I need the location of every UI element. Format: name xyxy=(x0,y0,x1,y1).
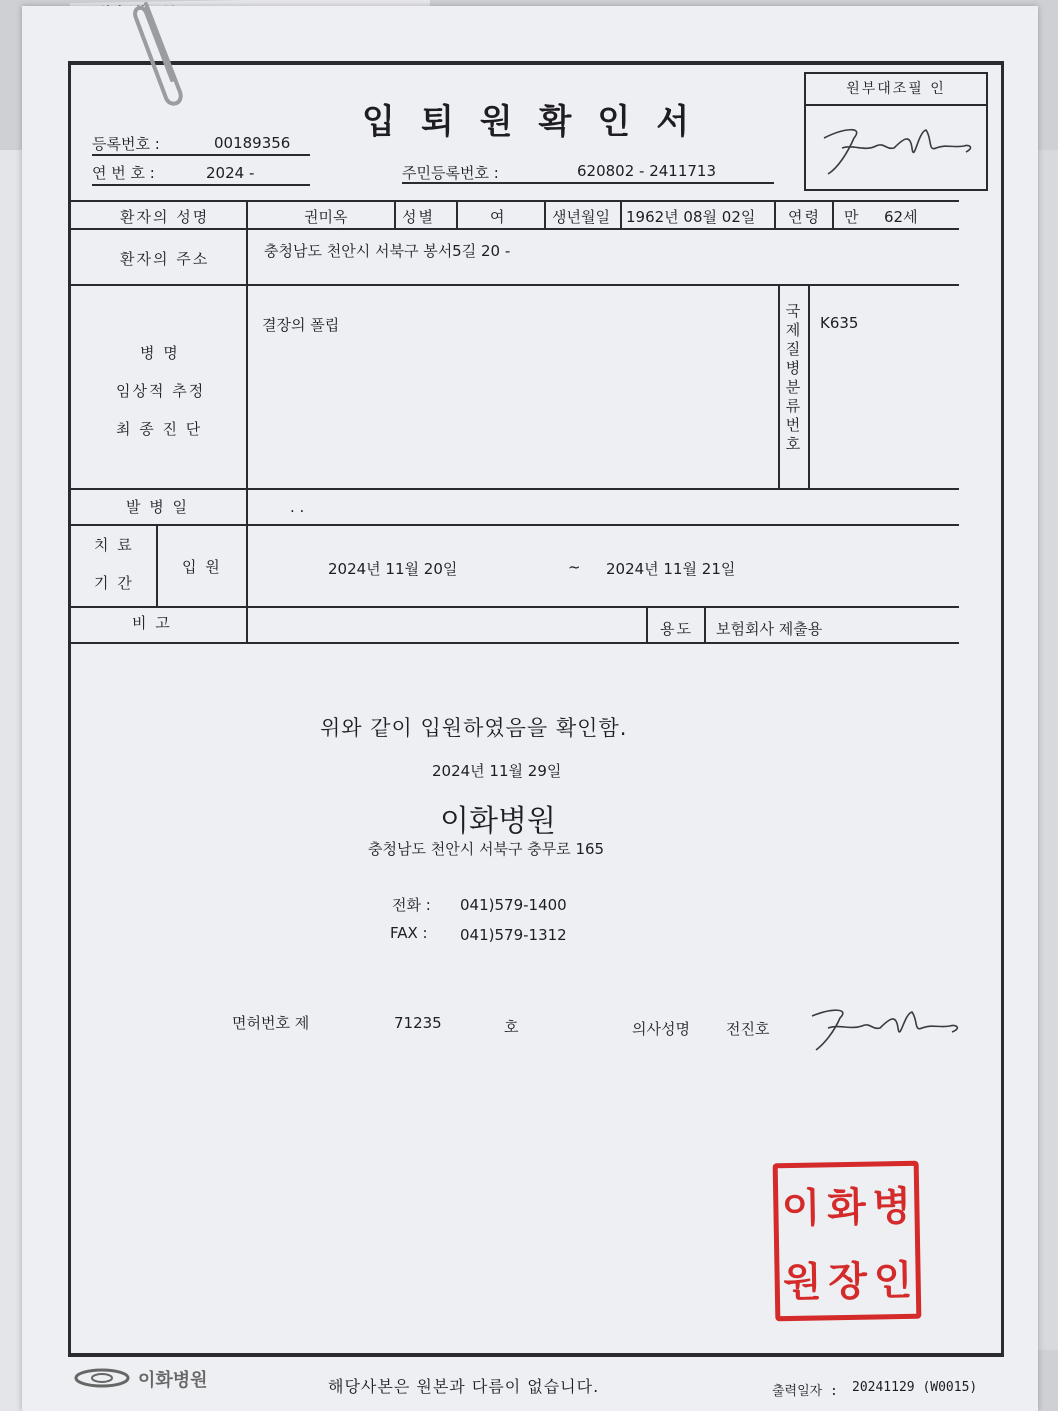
print-date: 20241129 (W0015) xyxy=(852,1380,978,1395)
hospital-name: 이화병원 xyxy=(440,804,556,839)
confirm-signature xyxy=(814,108,984,188)
license-suffix: 호 xyxy=(504,1018,519,1036)
icd-label: 국제질병 분류번호 xyxy=(785,302,801,453)
admission-label: 입 원 xyxy=(182,558,222,576)
seal-char: 이 xyxy=(781,1183,821,1232)
address-value: 충청남도 천안시 서북구 봉서5길 20 - xyxy=(264,242,511,260)
clinical-label: 임상적 추정 xyxy=(116,382,206,400)
statement-date: 2024년 11월 29일 xyxy=(432,762,562,780)
hospital-address: 충청남도 천안시 서북구 충무로 165 xyxy=(368,840,605,858)
disease-value: 결장의 폴립 xyxy=(262,316,340,334)
doctor-name: 전진호 xyxy=(726,1020,770,1038)
patient-name: 권미옥 xyxy=(304,208,348,226)
hospital-seal xyxy=(773,1161,922,1322)
serial-number: 2024 - xyxy=(206,164,255,182)
logo-text: 이화병원 xyxy=(138,1370,208,1391)
print-date-label: 출력일자 : xyxy=(772,1384,838,1399)
phone-value: 041)579-1400 xyxy=(460,896,567,914)
onset-label: 발 병 일 xyxy=(126,498,190,516)
logo-icon xyxy=(74,1366,130,1390)
age-value: 62세 xyxy=(884,208,918,226)
seal-char: 병 xyxy=(871,1182,912,1231)
original-check-box xyxy=(804,72,988,191)
disease-label: 병 명 xyxy=(140,344,180,362)
registration-label: 등록번호 : xyxy=(92,135,160,153)
age-label: 연령 xyxy=(788,208,821,226)
purpose-label: 용도 xyxy=(660,620,693,638)
birth-label: 생년월일 xyxy=(552,208,610,226)
paper-clip-icon xyxy=(126,0,190,108)
sex-label: 성별 xyxy=(402,208,435,226)
doctor-signature xyxy=(806,1000,966,1060)
document-page xyxy=(22,6,1038,1411)
fax-value: 041)579-1312 xyxy=(460,926,567,944)
copy-note: 해당사본은 원본과 다름이 없습니다. xyxy=(328,1377,600,1396)
purpose-value: 보험회사 제출용 xyxy=(716,620,823,638)
period-label-2: 기 간 xyxy=(94,574,134,592)
period-tilde: ~ xyxy=(568,558,581,576)
confirmation-statement: 위와 같이 입원하였음을 확인함. xyxy=(320,716,628,740)
document-title: 입퇴원확인서 xyxy=(362,102,716,142)
admission-start: 2024년 11월 20일 xyxy=(328,560,458,578)
birth-value: 1962년 08월 02일 xyxy=(626,208,756,226)
phone-label: 전화 : xyxy=(392,896,431,914)
registration-number: 00189356 xyxy=(214,134,291,152)
address-label: 환자의 주소 xyxy=(120,250,210,268)
age-prefix: 만 xyxy=(844,208,859,226)
doctor-name-label: 의사성명 xyxy=(632,1020,690,1038)
resident-label: 주민등록번호 : xyxy=(402,164,499,182)
admission-end: 2024년 11월 21일 xyxy=(606,560,736,578)
fax-label: FAX : xyxy=(390,924,428,942)
license-number: 71235 xyxy=(394,1014,442,1032)
license-label: 면허번호 제 xyxy=(232,1014,310,1032)
patient-name-label: 환자의 성명 xyxy=(120,208,210,226)
seal-char: 화 xyxy=(826,1183,867,1231)
onset-value: . . xyxy=(290,498,305,516)
icd-code: K635 xyxy=(820,314,859,332)
seal-char: 인 xyxy=(873,1256,913,1305)
final-diagnosis-label: 최 종 진 단 xyxy=(116,420,203,438)
resident-number: 620802 - 2411713 xyxy=(577,162,717,180)
original-check-label: 원부대조필 인 xyxy=(806,74,986,106)
serial-label: 연 번 호 : xyxy=(92,164,155,182)
seal-char: 장 xyxy=(827,1257,868,1305)
period-label-1: 치 료 xyxy=(94,536,134,554)
remarks-label: 비 고 xyxy=(132,614,172,632)
hospital-logo xyxy=(74,1364,244,1392)
sex-value: 여 xyxy=(490,208,505,226)
seal-char: 원 xyxy=(782,1257,823,1306)
